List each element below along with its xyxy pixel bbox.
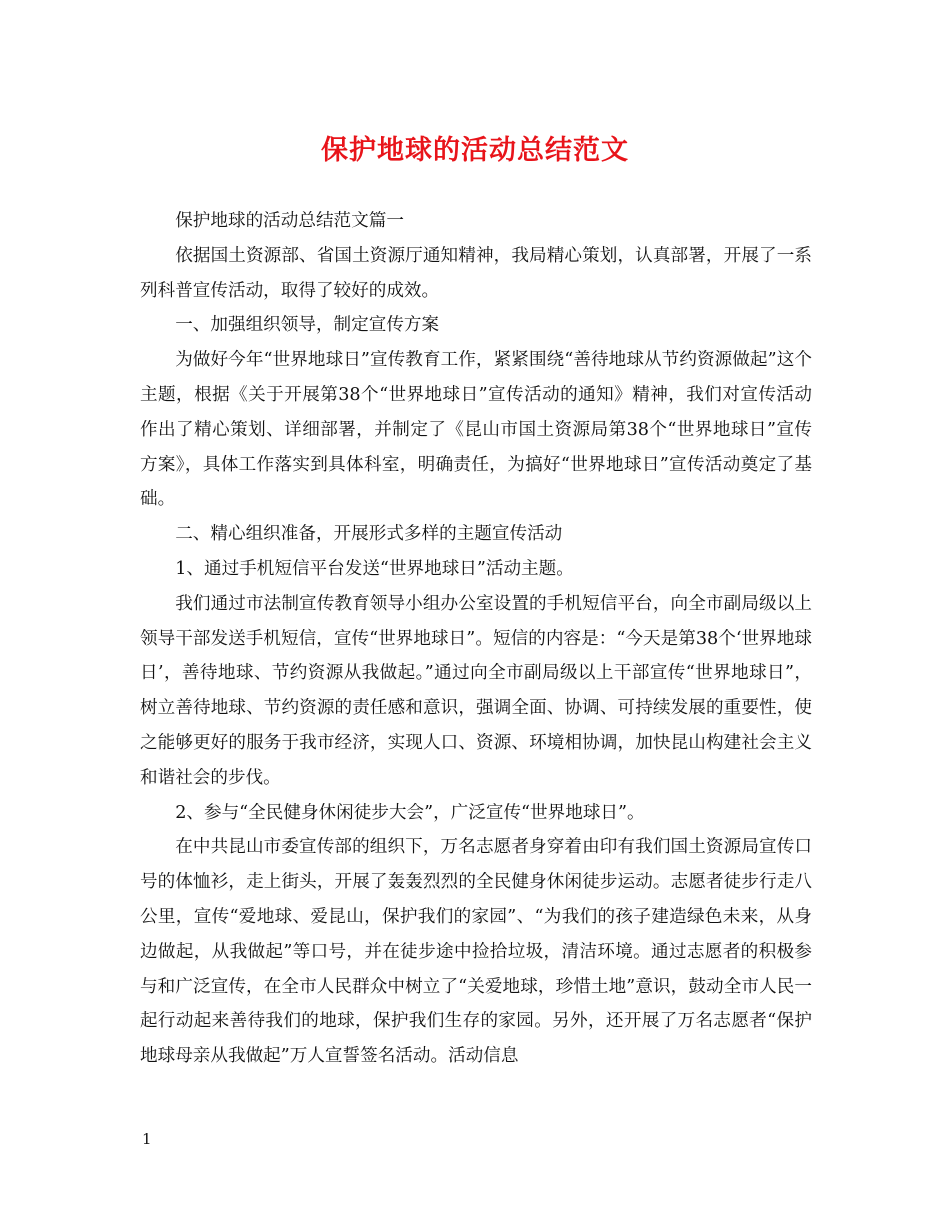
paragraph-section-heading: 保护地球的活动总结范文篇一 [175, 211, 404, 231]
document-title: 保护地球的活动总结范文 [321, 135, 629, 166]
paragraph-walk: 在中共昆山市委宣传部的组织下，万名志愿者身穿着由印有我们国土资源局宣传口号的体恤衫，走上街头，开展了轰轰烈烈的全民健身休闲徒步运动。志愿者徒步行走八公里，宣传“爱地球、爱昆山，保护我们的家园”、“为我们的孩子建造绿色未来，从身边做起，从我做起”等口号，并在徒步途中捡拾垃圾，清洁环境。通过志愿者的积极参与和广泛宣传，在全市人民群众中树立了“关爱地球，珍惜土地”意识，鼓动全市人民一起行动起来善待我们的地球，保护我们生存的家园。另外，还开展了万名志愿者“保护地球母亲从我做起”万人宣誓签名活动。活动信息 [140, 837, 812, 1067]
document-body [140, 204, 812, 1074]
paragraph-intro: 依据国土资源部、省国土资源厅通知精神，我局精心策划，认真部署，开展了一系列科普宣传活动，取得了较好的成效。 [140, 245, 812, 301]
paragraph-heading-1: 一、加强组织领导，制定宣传方案 [175, 315, 440, 336]
paragraph-sms: 我们通过市法制宣传教育领导小组办公室设置的手机短信平台，向全市副局级以上领导干部发送手机短信，宣传“世界地球日”。短信的内容是：“今天是第38个‘世界地球日’，善待地球、节约资源从我做起。”通过向全市副局级以上干部宣传“世界地球日”，树立善待地球、节约资源的责任感和意识，强调全面、协调、可持续发展的重要性，使之能够更好的服务于我市经济，实现人口、资源、环境相协调，加快昆山构建社会主义和谐社会的步伐。 [140, 593, 812, 788]
paragraph-heading-2: 二、精心组织准备，开展形式多样的主题宣传活动 [175, 524, 563, 545]
paragraph-subheading-2: 2、参与“全民健身休闲徒步大会”，广泛宣传“世界地球日”。 [175, 802, 645, 823]
page-number: 1 [142, 1130, 152, 1148]
paragraph-plan: 为做好今年“世界地球日”宣传教育工作，紧紧围绕“善待地球从节约资源做起”这个主题，根据《关于开展第38个“世界地球日”宣传活动的通知》精神，我们对宣传活动作出了精心策划、详细部署，并制定了《昆山市国土资源局第38个“世界地球日”宣传方案》，具体工作落实到具体科室，明确责任，为搞好“世界地球日”宣传活动奠定了基础。 [140, 350, 812, 510]
paragraph-subheading-1: 1、通过手机短信平台发送“世界地球日”活动主题。 [175, 558, 574, 579]
